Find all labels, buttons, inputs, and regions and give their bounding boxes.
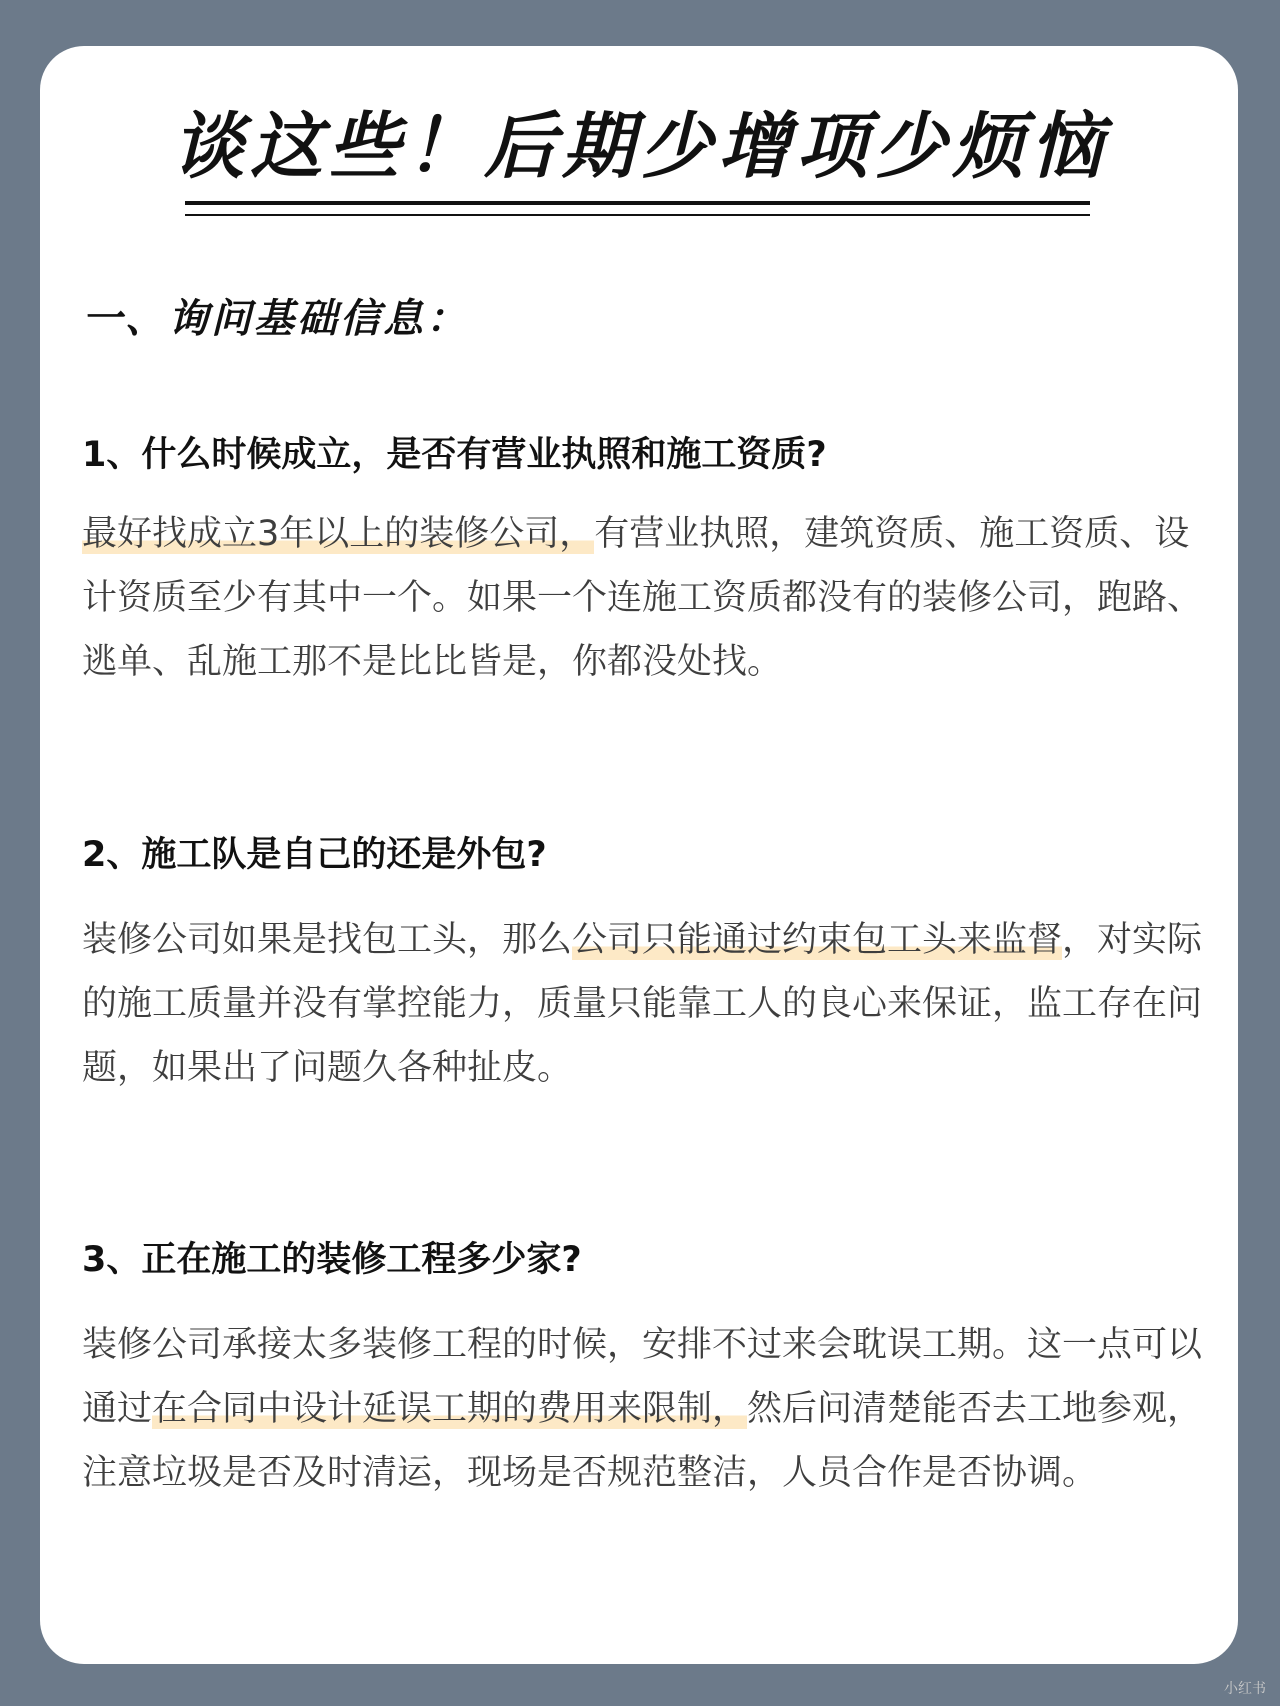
- page-title: 谈这些！后期少增项少烦恼: [171, 104, 1108, 188]
- watermark: 小红书: [1224, 1681, 1266, 1697]
- answer-text: 然后问清楚能否去工地参观，注意垃圾是否及时清运，现场是否规范整洁，人员合作是否协调。: [82, 1389, 1203, 1493]
- question-1-answer: [82, 502, 1212, 694]
- highlighted-text: 最好找成立3年以上的装修公司，: [82, 514, 595, 554]
- title-underline-thin: [185, 214, 1090, 216]
- section-heading: 一、询问基础信息：: [82, 296, 469, 342]
- title-underline-thick: [185, 201, 1090, 205]
- question-2-title: 2、施工队是自己的还是外包?: [82, 835, 547, 875]
- answer-text: ，对实际的施工质量并没有掌控能力，质量只能靠工人的良心来保证，监工存在问题，如果出了问题久各种扯皮。: [82, 920, 1203, 1088]
- answer-text: 装修公司如果是找包工头，那么: [82, 920, 573, 960]
- question-2-answer: [82, 908, 1212, 1100]
- answer-text: 有营业执照，建筑资质、施工资质、设计资质至少有其中一个。如果一个连施工资质都没有的装修公司，跑路、逃单、乱施工那不是比比皆是，你都没处找。: [82, 514, 1203, 682]
- highlighted-text: 公司只能通过约束包工头来监督: [572, 920, 1063, 960]
- answer-text: 装修公司承接太多装修工程的时候，安排不过来会耽误工期。这一点可以通过: [82, 1325, 1203, 1429]
- highlighted-text: 在合同中设计延误工期的费用来限制，: [152, 1389, 748, 1429]
- question-3-title: 3、正在施工的装修工程多少家?: [82, 1240, 582, 1280]
- question-1-title: 1、什么时候成立，是否有营业执照和施工资质?: [82, 435, 827, 475]
- question-3-answer: [82, 1313, 1212, 1505]
